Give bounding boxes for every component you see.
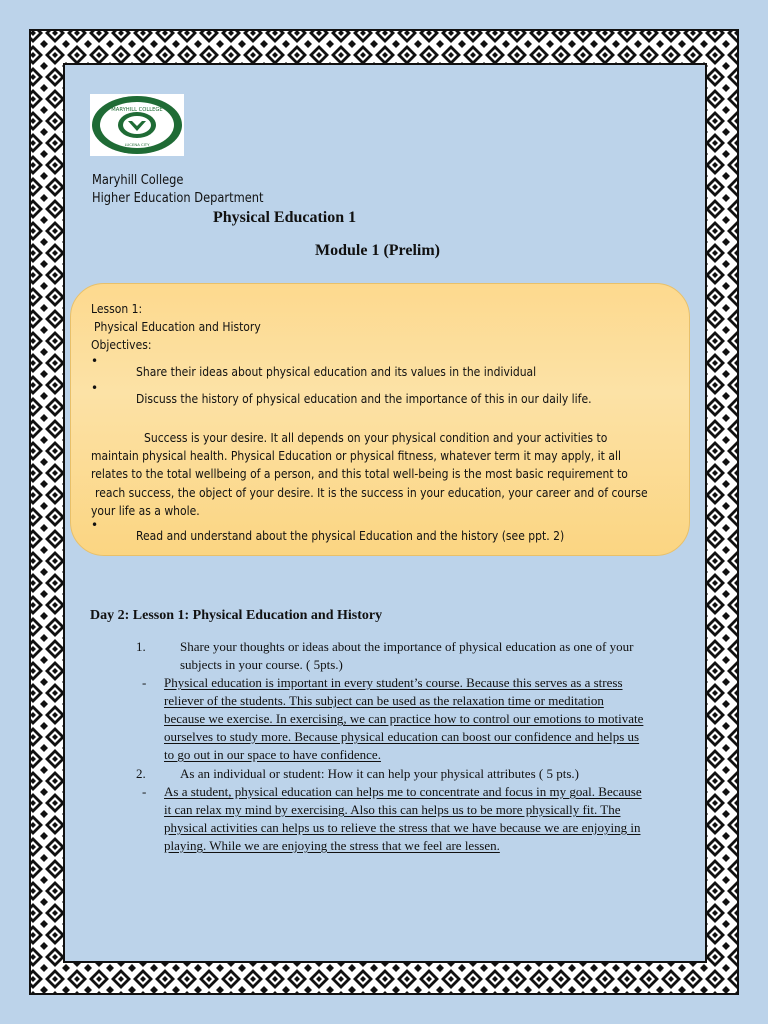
reading-task: Read and understand about the physical Education and the history (see ppt. 2) xyxy=(136,529,565,543)
lesson-topic: Physical Education and History xyxy=(94,320,261,334)
answer-line: Physical education is important in every student’s course. Because this serves as a stress xyxy=(164,675,623,690)
paragraph-line: Success is your desire. It all depends on your physical condition and your activities to xyxy=(144,431,608,445)
department-name: Higher Education Department xyxy=(92,191,264,206)
answer-dash: - xyxy=(142,784,147,799)
answer-line: physical activities can helps us to relieve the stress that we have because we are enjoying in xyxy=(164,820,641,835)
paragraph-line: maintain physical health. Physical Education or physical fitness, whatever term it may apply, it all xyxy=(91,449,621,463)
answer-line: it can relax my mind by exercising. Also this can helps us to be more physically fit. The xyxy=(164,802,621,817)
bullet-icon: • xyxy=(91,518,99,532)
college-name: Maryhill College xyxy=(92,173,184,188)
college-logo xyxy=(90,94,184,156)
objective-item: Discuss the history of physical education and the importance of this in our daily life. xyxy=(136,392,592,406)
question-number: 1. xyxy=(136,639,146,654)
module-title: Module 1 (Prelim) xyxy=(315,242,441,259)
paragraph-line: reach success, the object of your desire. It is the success in your education, your career and of course xyxy=(95,486,648,500)
day2-heading: Day 2: Lesson 1: Physical Education and History xyxy=(90,608,383,623)
question-text: subjects in your course. ( 5pts.) xyxy=(180,657,343,672)
answer-line: reliever of the students. This subject can be used as the relaxation time or meditation xyxy=(164,693,604,708)
bullet-icon: • xyxy=(91,381,99,395)
bullet-icon: • xyxy=(91,354,99,368)
logo-text-bottom: LUCENA CITY xyxy=(124,142,150,147)
paragraph-line: relates to the total wellbeing of a person, and this total well-being is the most basic requirement to xyxy=(91,467,628,481)
course-title: Physical Education 1 xyxy=(213,209,357,226)
answer-line: As a student, physical education can helps me to concentrate and focus in my goal. Because xyxy=(164,784,642,799)
answer-line: because we exercise. In exercising, we can practice how to control our emotions to motivate xyxy=(164,711,644,726)
answer-dash: - xyxy=(142,675,147,690)
objective-item: Share their ideas about physical education and its values in the individual xyxy=(136,365,537,379)
lesson-label: Lesson 1: xyxy=(91,302,143,316)
question-text: Share your thoughts or ideas about the importance of physical education as one of your xyxy=(180,639,634,654)
paragraph-line: your life as a whole. xyxy=(91,504,200,518)
objectives-label: Objectives: xyxy=(91,338,152,352)
question-number: 2. xyxy=(136,766,146,781)
question-text: As an individual or student: How it can help your physical attributes ( 5 pts.) xyxy=(180,766,579,781)
answer-line: playing. While we are enjoying the stress that we feel are lessen. xyxy=(164,838,500,853)
answer-line: ourselves to study more. Because physical education can boost our confidence and helps us xyxy=(164,729,640,744)
answer-line: to go out in our space to have confidence. xyxy=(164,747,381,762)
logo-text-top: MARYHILL COLLEGE xyxy=(111,107,163,113)
